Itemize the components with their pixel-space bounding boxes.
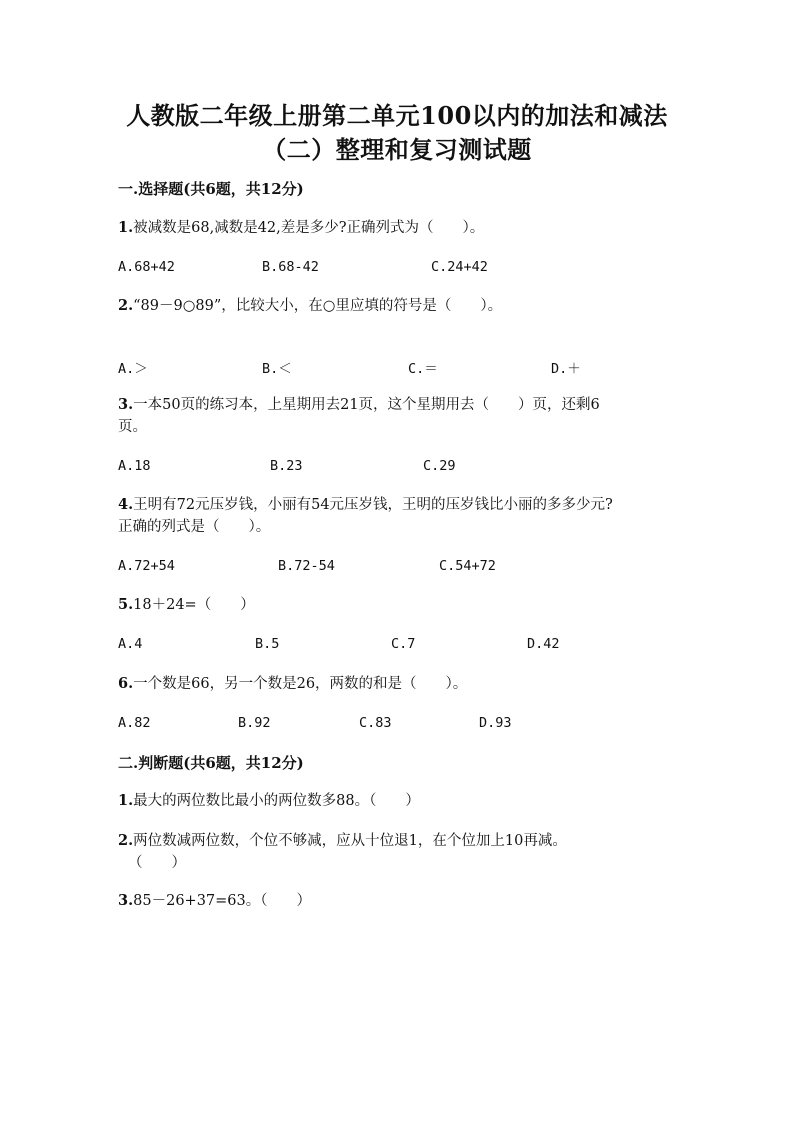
section-heading-judgment: 二.判断题(共6题，共12分) <box>118 754 304 772</box>
option-d: D.＋ <box>551 361 581 377</box>
option-c: C.＝ <box>408 361 438 377</box>
question-text: “89－9○89”，比较大小，在○里应填的符号是（ ）。 <box>133 298 503 314</box>
option-a: A.82 <box>118 715 151 731</box>
option-b: B.92 <box>238 715 271 731</box>
question-4 <box>118 494 688 538</box>
option-c: C.54+72 <box>439 558 496 574</box>
question-2 <box>118 295 688 317</box>
option-a: A.＞ <box>118 361 148 377</box>
question-text: 85－26+37=63。（ ） <box>133 893 311 909</box>
question-number: 2. <box>118 297 134 314</box>
option-b: B.68-42 <box>262 259 319 275</box>
question-number: 6. <box>118 675 134 692</box>
option-c: C.29 <box>423 458 456 474</box>
option-a: A.72+54 <box>118 558 175 574</box>
question-text: 最大的两位数比最小的两位数多88。（ ） <box>133 793 420 809</box>
question-1 <box>118 217 688 239</box>
question-text: 一个数是66，另一个数是26，两数的和是（ ）。 <box>133 676 468 692</box>
question-text-cont: 正确的列式是（ ）。 <box>118 519 271 535</box>
question-number: 3. <box>118 396 134 413</box>
option-a: A.4 <box>118 636 143 652</box>
question-text-cont: 页。 <box>118 419 147 435</box>
question-number: 1. <box>118 219 134 236</box>
judgment-question-1 <box>118 790 688 812</box>
question-text: 两位数减两位数，个位不够减，应从十位退1，在个位加上10再减。 <box>133 833 567 849</box>
option-b: B.23 <box>270 458 303 474</box>
option-a: A.68+42 <box>118 259 175 275</box>
question-number: 1. <box>118 792 134 809</box>
question-6 <box>118 673 688 695</box>
judgment-question-2 <box>118 830 688 874</box>
question-text: 一本50页的练习本，上星期用去21页，这个星期用去（ ）页，还剩6 <box>133 397 600 413</box>
section-heading-choice: 一.选择题(共6题，共12分) <box>118 180 304 198</box>
judgment-question-3 <box>118 890 688 912</box>
question-text-cont: （ ） <box>128 855 186 871</box>
question-3 <box>118 394 688 438</box>
option-d: D.93 <box>479 715 512 731</box>
page-title-line2: （二）整理和复习测试题 <box>262 135 532 164</box>
page-title-line1: 人教版二年级上册第二单元100以内的加法和减法 <box>126 101 668 130</box>
option-c: C.83 <box>359 715 392 731</box>
question-number: 4. <box>118 496 134 513</box>
option-a: A.18 <box>118 458 151 474</box>
option-b: B.72-54 <box>278 558 335 574</box>
question-number: 5. <box>118 596 134 613</box>
option-b: B.＜ <box>262 361 292 377</box>
question-text: 被减数是68,减数是42,差是多少?正确列式为（ ）。 <box>133 220 485 236</box>
option-d: D.42 <box>527 636 560 652</box>
option-b: B.5 <box>255 636 280 652</box>
option-c: C.7 <box>391 636 416 652</box>
question-text: 18＋24=（ ） <box>133 597 255 613</box>
question-5 <box>118 594 688 616</box>
question-text: 王明有72元压岁钱，小丽有54元压岁钱，王明的压岁钱比小丽的多多少元? <box>133 497 613 513</box>
option-c: C.24+42 <box>431 259 488 275</box>
question-number: 2. <box>118 832 134 849</box>
question-number: 3. <box>118 892 134 909</box>
